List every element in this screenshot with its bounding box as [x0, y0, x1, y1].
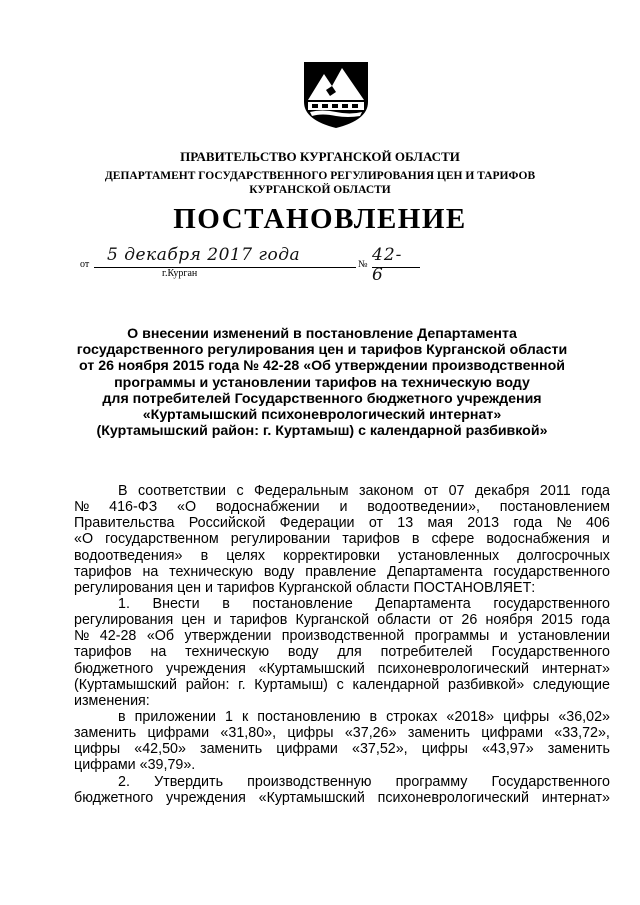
body-line	[74, 725, 610, 741]
body-word: утверждении	[184, 628, 272, 645]
body-line	[74, 548, 610, 564]
date-number-line	[80, 245, 403, 288]
body-word: года	[581, 612, 610, 629]
body-word: мая	[427, 515, 453, 532]
date-underline	[94, 267, 356, 268]
body-word: «2018»	[446, 708, 495, 725]
body-word: от	[423, 483, 439, 499]
body-word: учреждения	[166, 660, 246, 677]
body-word: цифры	[421, 741, 468, 758]
body-word: №	[556, 515, 572, 532]
body-word: «О	[177, 499, 197, 516]
body-word: Курганской	[295, 612, 370, 629]
body-word: строках	[386, 708, 438, 725]
body-word: 1.	[118, 595, 130, 612]
body-word: водоснабжении	[215, 499, 320, 516]
body-word: разбивкой»	[448, 676, 525, 693]
body-word: «37,52»,	[352, 741, 408, 758]
body-word: изменения:	[74, 692, 150, 709]
government-name: ПРАВИТЕЛЬСТВО КУРГАНСКОЙ ОБЛАСТИ	[180, 149, 460, 164]
body-word: в	[411, 531, 420, 548]
body-line	[74, 709, 610, 725]
body-word: потребителей	[380, 644, 473, 661]
body-word: соответствии	[137, 483, 226, 499]
body-word: цифры	[287, 725, 334, 742]
body-line	[74, 774, 610, 790]
body-word: цифрами	[276, 741, 338, 758]
body-word: программы	[414, 628, 490, 645]
subject-line: государственного регулирования цен и тарифов Курганской области	[76, 342, 568, 359]
body-word: Куртамыш)	[254, 676, 328, 693]
body-word: и	[213, 612, 222, 629]
coat-of-arms-emblem	[302, 60, 370, 130]
body-word: от	[439, 612, 454, 629]
body-word: на	[150, 644, 167, 661]
body-word: (Куртамышский	[74, 676, 178, 693]
body-line	[74, 628, 610, 644]
body-word: воду	[287, 644, 319, 661]
body-word: ноября	[485, 612, 533, 629]
body-word: Департамента	[387, 563, 483, 580]
subject-line: «Куртамышский психоневрологический интернат»	[142, 407, 502, 424]
body-word: «36,02»	[558, 708, 610, 725]
body-word: постановлению	[257, 708, 361, 725]
body-word: 13	[397, 515, 414, 532]
body-word: Департамента	[375, 595, 471, 612]
body-word: заменить	[74, 725, 137, 742]
body-line	[74, 677, 610, 693]
body-word: к	[241, 708, 249, 725]
body-word: регулировании	[230, 531, 331, 548]
body-line	[74, 790, 610, 806]
document-title: ПОСТАНОВЛЕНИЕ	[173, 203, 467, 235]
body-word: государственного	[493, 595, 610, 612]
body-word: производственную	[247, 773, 372, 790]
body-word: учреждения	[166, 789, 246, 806]
department-name-line1: ДЕПАРТАМЕНТ ГОСУДАРСТВЕННОГО РЕГУЛИРОВАНИЯ ЦЕН И ТАРИФОВ	[104, 170, 536, 182]
body-word: следующие	[532, 676, 610, 693]
body-word: водоотведения»	[74, 547, 183, 564]
body-word: водоснабжения	[486, 531, 590, 548]
city-label: г.Курган	[162, 268, 198, 279]
body-word: «Об	[146, 628, 175, 645]
body-word: регулирования	[74, 612, 174, 629]
body-word: психоневрологический	[377, 660, 529, 677]
body-word: район:	[185, 676, 230, 693]
body-word: интернат»	[541, 789, 610, 806]
body-word: тарифов	[74, 563, 132, 580]
body-word: Утвердить	[154, 773, 224, 790]
body-word: тарифов	[229, 612, 288, 629]
subject-line: О внесении изменений в постановление Департамента	[127, 326, 517, 342]
body-line	[74, 483, 610, 499]
body-word: психоневрологический	[377, 789, 529, 806]
body-word: 2.	[118, 773, 130, 790]
body-word: заменить	[547, 741, 610, 758]
body-word: регулирования цен и тарифов Курганской области ПОСТАНОВЛЯЕТ:	[74, 579, 536, 596]
body-word: государственного	[493, 563, 610, 580]
body-word: постановление	[252, 595, 353, 612]
body-word: №	[74, 499, 90, 516]
body-word: «Куртамышский	[258, 789, 365, 806]
body-word: г.	[238, 676, 246, 693]
body-word: Федерации	[279, 515, 355, 532]
body-word: от	[368, 515, 383, 532]
body-word: и	[601, 531, 610, 548]
body-word: «33,72»,	[554, 725, 610, 742]
resolution-subject	[60, 326, 584, 439]
body-word: 07	[448, 483, 465, 499]
body-word: корректировки	[283, 547, 381, 564]
body-word: «42,50»	[134, 741, 186, 758]
body-line	[74, 580, 610, 596]
body-line	[74, 515, 610, 531]
body-line	[74, 531, 610, 547]
body-word: для	[337, 644, 362, 661]
body-word: 1	[225, 708, 233, 725]
body-word: «О	[74, 531, 94, 548]
body-word: календарной	[352, 676, 440, 693]
body-word: заменить	[200, 741, 263, 758]
number-label: №	[358, 259, 368, 270]
body-word: декабря	[474, 483, 530, 499]
body-word: программу	[395, 773, 468, 790]
body-word: «31,80»,	[220, 725, 277, 742]
body-word: техническую	[169, 563, 254, 580]
body-word: цифры	[503, 708, 550, 725]
body-line	[74, 757, 610, 773]
body-line	[74, 693, 610, 709]
body-word: в	[369, 708, 378, 725]
department-name-line2: КУРГАНСКОЙ ОБЛАСТИ	[249, 184, 391, 196]
body-word: в	[222, 595, 230, 612]
body-word: тарифов	[342, 531, 400, 548]
body-word: цифрами «39,79».	[74, 757, 196, 774]
body-word: установлении	[518, 628, 610, 645]
body-line	[74, 741, 610, 757]
body-line	[74, 612, 610, 628]
body-word: Правительства	[74, 515, 175, 532]
body-word: Государственного	[491, 773, 610, 790]
subject-line: программы и установлении тарифов на техническую воду	[114, 374, 530, 391]
body-word: законом	[358, 483, 414, 499]
body-word: Государственного	[491, 644, 610, 661]
body-word: постановлением	[499, 499, 610, 516]
body-word: цифрами	[481, 725, 543, 742]
body-word: 42-28	[99, 628, 137, 645]
subject-line: от 26 ноября 2015 года № 42-28 «Об утверждении производственной	[79, 358, 565, 375]
body-word: и	[499, 628, 508, 645]
body-line	[74, 499, 610, 515]
body-word: цифрами	[147, 725, 210, 742]
body-word: тарифов	[74, 644, 132, 661]
handwritten-number: 42-6	[372, 245, 403, 285]
body-word: «37,26»	[344, 725, 397, 742]
body-word: «43,97»	[481, 741, 534, 758]
body-word: приложении	[134, 708, 216, 725]
body-line	[74, 564, 610, 580]
body-word: сфере	[431, 531, 475, 548]
body-word: 2011	[539, 483, 571, 499]
body-word: с	[236, 483, 244, 499]
subject-line: для потребителей Государственного бюджетного учреждения	[102, 390, 542, 407]
body-word: 406	[586, 515, 610, 532]
body-word: бюджетного	[74, 660, 154, 677]
body-word: воду	[263, 563, 295, 580]
body-word: Российской	[188, 515, 266, 532]
body-word: целях	[226, 547, 266, 564]
body-word: долгосрочных	[517, 547, 610, 564]
body-word: 2015	[541, 612, 573, 629]
body-word: года	[581, 483, 610, 499]
body-word: 416-ФЗ	[109, 499, 158, 516]
body-line	[74, 596, 610, 612]
body-word: «Куртамышский	[258, 660, 365, 677]
date-from-label: от	[80, 259, 90, 270]
body-word: и	[339, 499, 348, 516]
body-word: В	[118, 483, 128, 499]
body-word: Федеральным	[254, 483, 349, 499]
body-word: Внести	[152, 595, 200, 612]
body-word: бюджетного	[74, 789, 154, 806]
body-word: 26	[461, 612, 478, 629]
body-line	[74, 644, 610, 660]
body-word: года	[513, 515, 543, 532]
body-word: цифры	[74, 741, 121, 758]
body-word: цен	[181, 612, 206, 629]
subject-line: (Куртамышский район: г. Куртамыш) с календарной разбивкой»	[96, 423, 548, 440]
body-word: в	[200, 547, 209, 564]
resolution-body	[74, 483, 610, 806]
body-word: правление	[305, 563, 377, 580]
body-word: на	[142, 563, 159, 580]
body-word: 2013	[467, 515, 500, 532]
body-word: в	[118, 708, 126, 725]
body-word: №	[74, 628, 90, 645]
body-word: техническую	[185, 644, 270, 661]
body-line	[74, 661, 610, 677]
body-word: с	[336, 676, 344, 693]
body-word: заменить	[407, 725, 470, 742]
body-word: государственном	[105, 531, 219, 548]
body-word: области	[377, 612, 431, 629]
body-word: водоотведении»,	[367, 499, 480, 516]
body-word: установленных	[398, 547, 500, 564]
handwritten-date: 5 декабря 2017 года	[107, 245, 301, 265]
body-word: интернат»	[541, 660, 610, 677]
body-word: производственной	[281, 628, 405, 645]
